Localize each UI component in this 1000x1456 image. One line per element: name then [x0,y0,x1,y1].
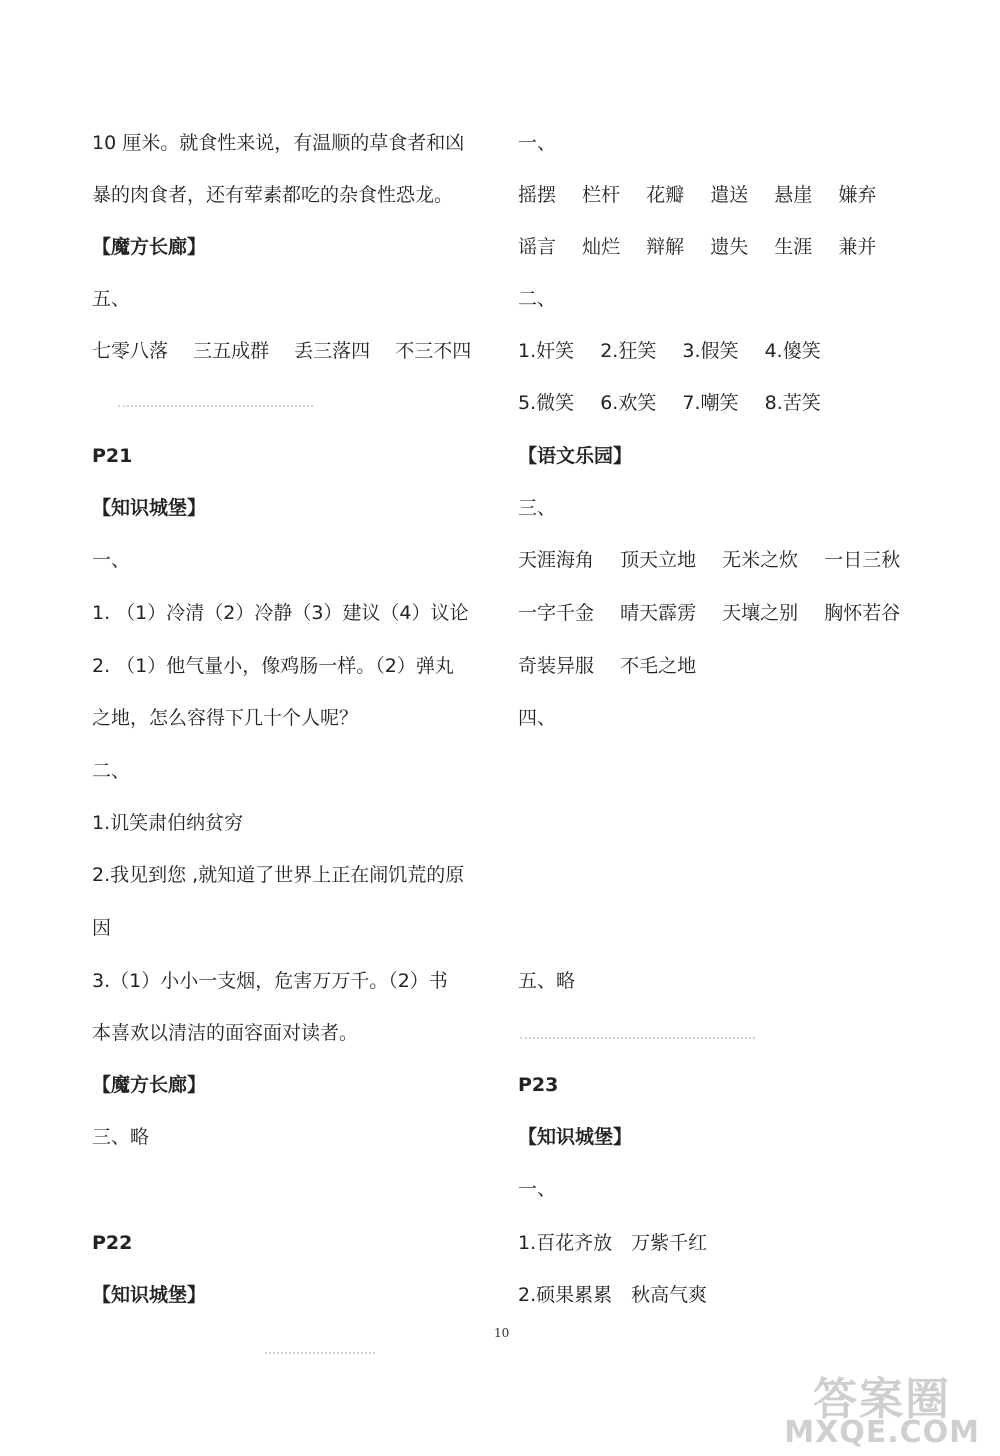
idiom: 三五成群 [193,340,270,362]
idiom: 丢三落四 [294,340,371,362]
idiom-row [92,338,490,364]
word: 摇摆 [518,184,557,206]
smile-word: 7.嘲笑 [682,392,739,414]
word: 谣言 [518,236,557,258]
smile-word: 1.奸笑 [518,340,575,362]
answer-line: 1.百花齐放 万紫千红 [518,1232,708,1254]
section-heading: 【魔方长廊】 [92,1074,207,1096]
word: 遗失 [710,236,749,258]
scan-smudge [265,1352,375,1357]
smile-word: 5.微笑 [518,392,575,414]
idiom: 胸怀若谷 [824,602,901,624]
section-number: 三、略 [92,1126,150,1148]
answer-line: 2.硕果累累 秋高气爽 [518,1284,708,1306]
section-heading: 【知识城堡】 [518,1126,633,1148]
idiom: 奇装异服 [518,655,595,677]
idiom: 晴天霹雳 [620,602,697,624]
smile-row [518,390,841,416]
word: 兼并 [838,236,877,258]
idiom: 无米之炊 [722,549,799,571]
answer-line: 2. （1）他气量小，像鸡肠一样。（2）弹丸 [92,655,454,677]
word: 遣送 [710,184,749,206]
smile-word: 3.假笑 [682,340,739,362]
answer-line: 1. （1）冷清（2）冷静（3）建议（4）议论 [92,602,469,624]
text-line: 10 厘米。就食性来说，有温顺的草食者和凶 [92,132,465,154]
page-label: P21 [92,445,133,467]
watermark-site: MXQE.COM [784,1415,980,1450]
text-line: 暴的肉食者，还有荤素都吃的杂食性恐龙。 [92,184,454,206]
idiom: 七零八落 [92,340,169,362]
section-number: 二、 [518,288,557,310]
idiom: 一日三秋 [824,549,901,571]
idiom: 不毛之地 [620,655,697,677]
section-heading: 【知识城堡】 [92,497,207,519]
idiom-row [518,653,716,679]
section-number: 一、 [92,549,131,571]
answer-line: 1.讥笑肃伯纳贫穷 [92,812,244,834]
section-heading: 【魔方长廊】 [92,236,207,258]
scan-smudge [520,1037,755,1042]
section-number: 五、 [92,288,131,310]
idiom: 不三不四 [395,340,472,362]
word: 辩解 [646,236,685,258]
answer-line: 之地，怎么容得下几十个人呢？ [92,707,359,729]
section-number: 五、略 [518,970,576,992]
section-number: 四、 [518,707,557,729]
answer-line: 本喜欢以清洁的面容面对读者。 [92,1022,359,1044]
word: 灿烂 [582,236,621,258]
page-label: P22 [92,1232,133,1254]
section-number: 一、 [518,1178,557,1200]
word: 花瓣 [646,184,685,206]
watermark-logo [784,1374,980,1450]
section-number: 三、 [518,497,557,519]
idiom: 天涯海角 [518,549,595,571]
word-row [518,234,896,260]
idiom: 天壤之别 [722,602,799,624]
answer-line: 3.（1）小小一支烟，危害万万千。（2）书 [92,970,448,992]
word-row [518,182,896,208]
section-heading: 【知识城堡】 [92,1284,207,1306]
word: 栏杆 [582,184,621,206]
page-label: P23 [518,1074,559,1096]
scan-smudge [118,405,313,410]
answer-line: 2.我见到您 ,就知道了世界上正在闹饥荒的原 [92,864,465,886]
smile-word: 2.狂笑 [600,340,657,362]
smile-word: 8.苦笑 [764,392,821,414]
word: 嫌弃 [838,184,877,206]
word: 生涯 [774,236,813,258]
smile-row [518,338,841,364]
section-heading: 【语文乐园】 [518,445,633,467]
section-number: 二、 [92,760,131,782]
idiom: 顶天立地 [620,549,697,571]
answer-line: 因 [92,917,112,939]
idiom: 一字千金 [518,602,595,624]
smile-word: 4.傻笑 [764,340,821,362]
section-number: 一、 [518,132,557,154]
idiom-row [518,600,920,626]
watermark-mark: 答案圈 [813,1374,952,1425]
idiom-row [518,547,920,573]
word: 悬崖 [774,184,813,206]
smile-word: 6.欢笑 [600,392,657,414]
page-number: 10 [494,1326,510,1340]
